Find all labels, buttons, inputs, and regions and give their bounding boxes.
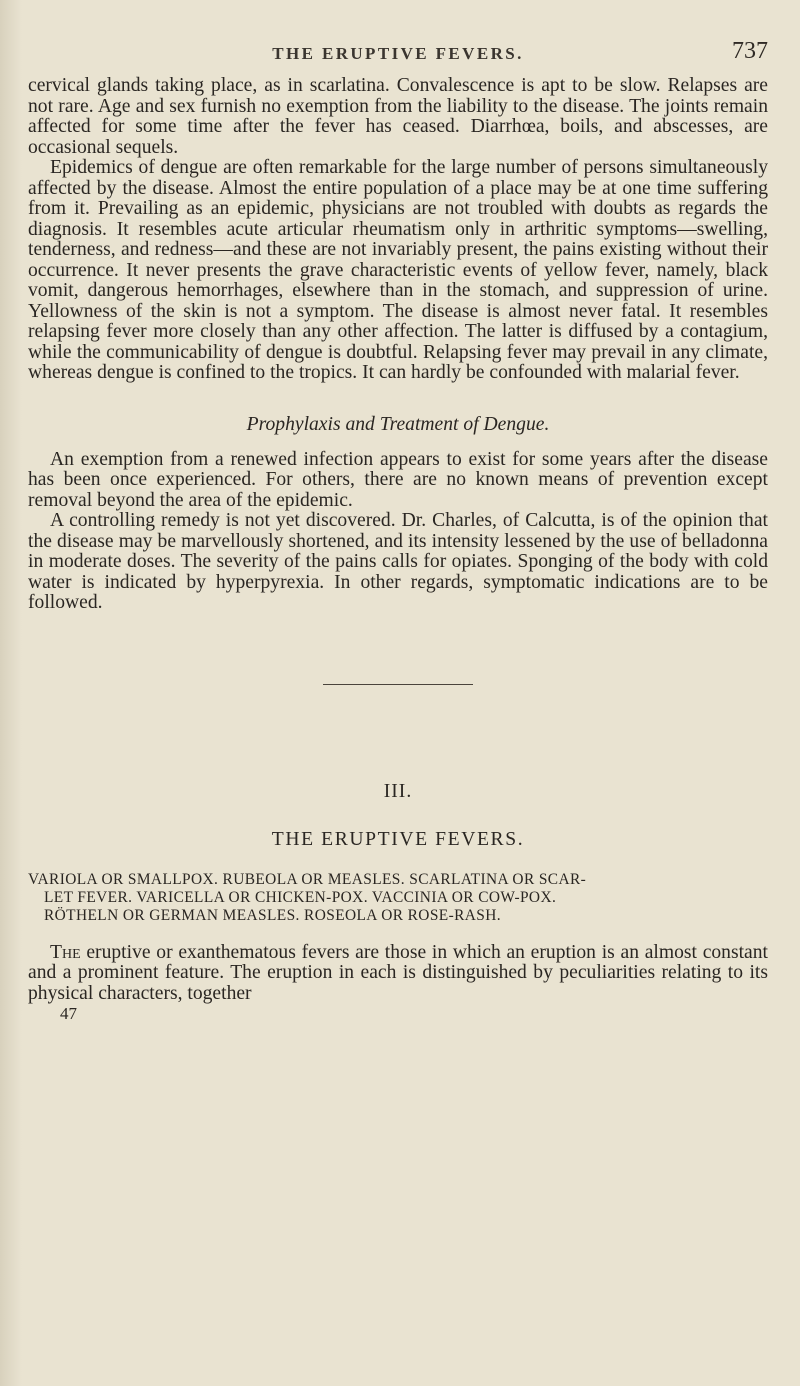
- opening-word: The: [50, 941, 81, 963]
- paragraph-prophylaxis: An exemption from a renewed infection appears to exist for some years after the disease has been once experienced. For others, there are no known means of prevention except removal beyond the area of the epidemic.: [28, 448, 768, 511]
- paragraph-treatment: A controlling remedy is not yet discovered. Dr. Charles, of Calcutta, is of the opinion that the disease may be marvellously shortened, and its intensity lessened by the use of belladonna in moderate doses. The severity of the pains calls for opiates. Sponging of the body with cold water is indicated by hyperpyrexia. In other regards, symptomatic indications are to be followed.: [28, 510, 768, 613]
- opening-text: eruptive or exanthematous fevers are those in which an eruption is an almost constant and a prominent feature. The eruption in each is distinguished by peculiarities relating to its physical characters, together: [28, 941, 768, 1004]
- page-number: 737: [732, 38, 768, 64]
- page-edge-shadow: [0, 0, 22, 1386]
- part-title: THE ERUPTIVE FEVERS.: [271, 828, 525, 850]
- section-divider-rule: [323, 684, 473, 685]
- part-synopsis: [28, 871, 768, 925]
- paragraph-continued: cervical glands taking place, as in scarlatina. Convalescence is apt to be slow. Relapses are not rare. Age and sex furnish no exemption from the liability to the disease. The joints remain affected for some time after the fever has ceased. Diarrhœa, boils, and abscesses, are occasional sequels.: [28, 75, 768, 158]
- synopsis-line: LET FEVER. VARICELLA OR CHICKEN-POX. VACCINIA OR COW-POX.: [44, 888, 557, 906]
- paragraph-epidemics: Epidemics of dengue are often remarkable for the large number of persons simultaneously affected by the disease. Almost the entire population of a place may be at one time suffering from it. Prevailing as an epidemic, physicians are not troubled with doubts as regards the diagnosis. It resembles acute articular rheumatism only in arthritic symptoms—swelling, tenderness, and redness—and these are not invariably present, the pains existing without their occurrence. It never presents the grave characteristic events of yellow fever, namely, black vomit, dangerous hemorrhages, elsewhere than in the stomach, and suppression of urine. Yellowness of the skin is not a symptom. The disease is almost never fatal. It resembles relapsing fever more closely than any other affection. The latter is diffused by a contagium, while the communicability of dengue is doubtful. Relapsing fever may prevail in any climate, whereas dengue is confined to the tropics. It can hardly be confounded with malarial fever.: [28, 157, 768, 383]
- running-head-title: THE ERUPTIVE FEVERS.: [272, 44, 524, 63]
- section-heading: Prophylaxis and Treatment of Dengue.: [246, 413, 550, 435]
- paragraph-eruptive-fevers-intro: [28, 943, 768, 1005]
- part-number: III.: [383, 780, 413, 802]
- synopsis-line: RÖTHELN OR GERMAN MEASLES. ROSEOLA OR ROSE-RASH.: [44, 906, 502, 924]
- synopsis-line: VARIOLA OR SMALLPOX. RUBEOLA OR MEASLES. SCARLATINA OR SCAR-: [28, 870, 587, 888]
- running-head: [28, 22, 768, 66]
- book-page: [28, 22, 768, 1024]
- signature-mark: 47: [60, 1004, 77, 1023]
